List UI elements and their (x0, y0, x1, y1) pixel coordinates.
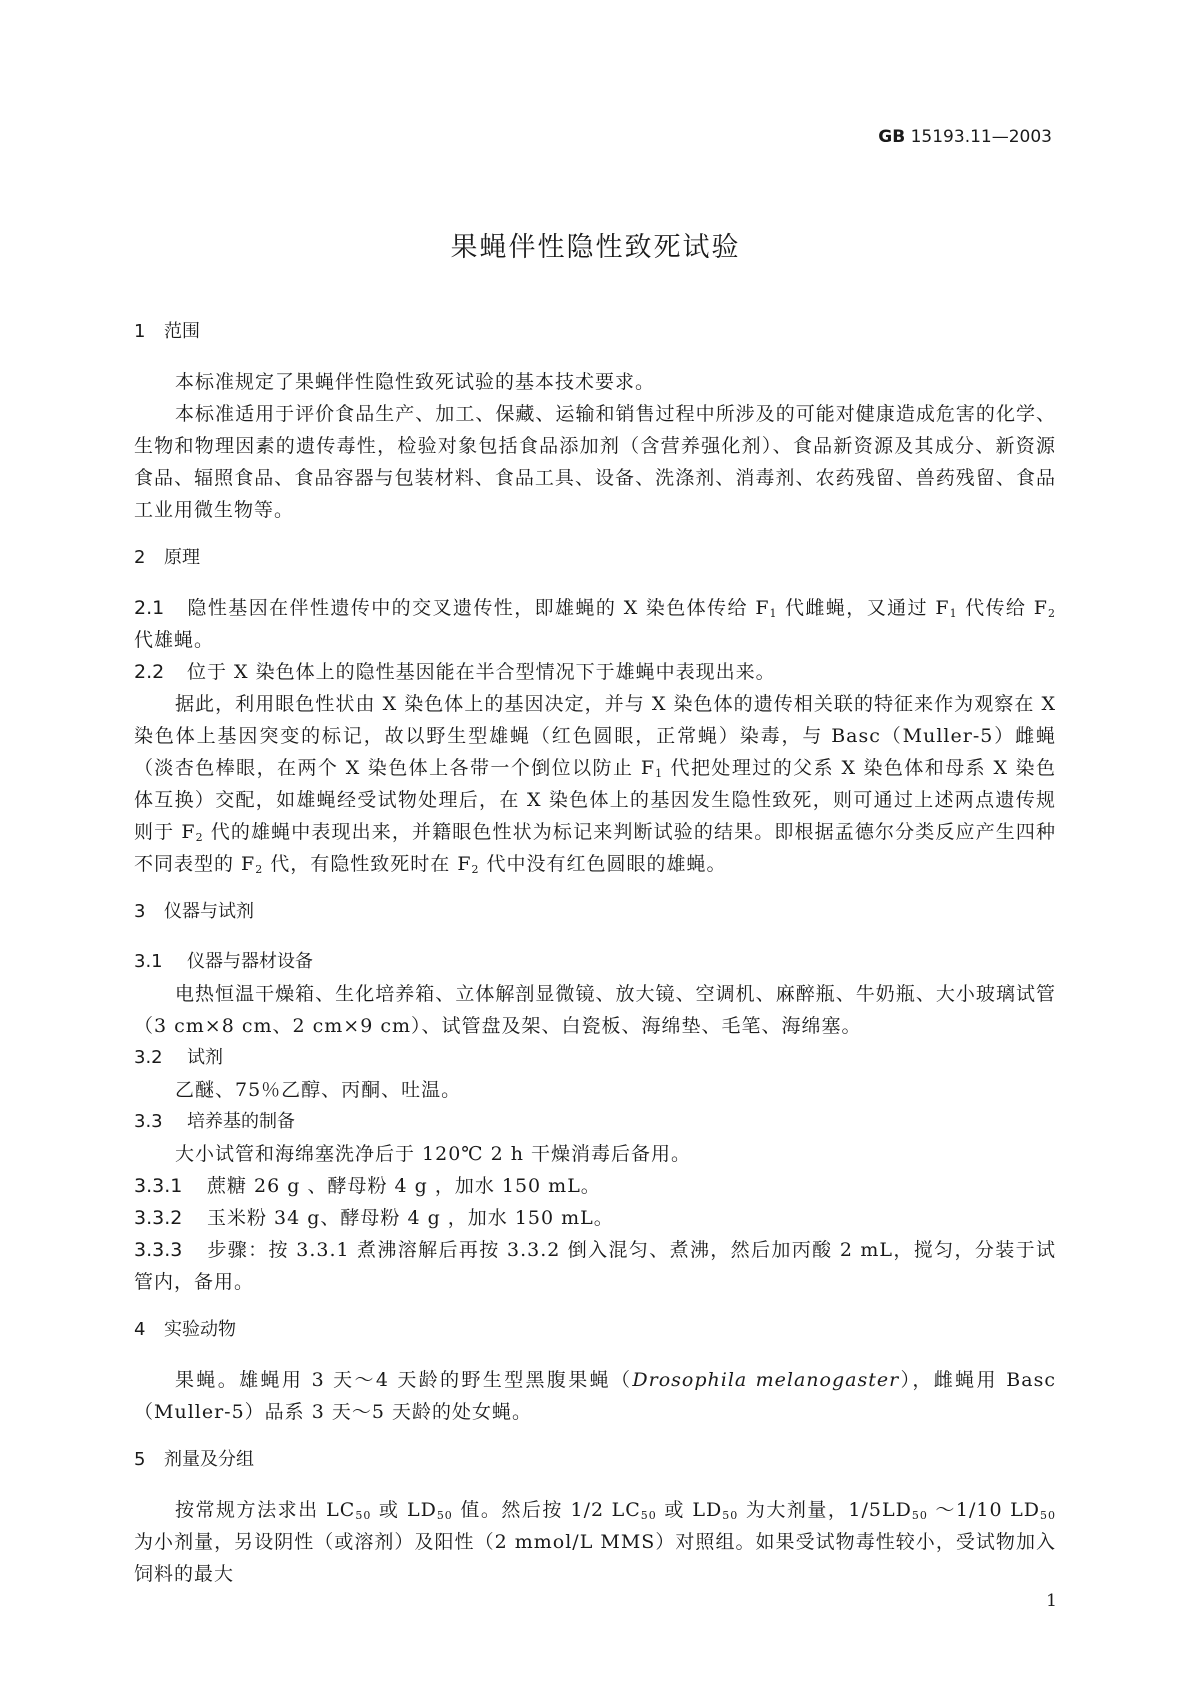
standard-code (878, 127, 1052, 147)
section-1-heading (134, 320, 1056, 344)
section-title: 仪器与试剂 (164, 901, 254, 922)
section-4-heading (134, 1318, 1056, 1342)
clause-2-1: 2.1 隐性基因在伴性遗传中的交叉遗传性，即雄蝇的 X 染色体传给 $F_1$ 代雌蝇，又通过 $F_1$ 代传给 $F_2$ 代雄蝇。 (134, 592, 1056, 656)
clause-3-3-2: 3.3.2 玉米粉 34 g、酵母粉 4 g ，加水 150 mL。 (134, 1207, 614, 1229)
section-2-paragraph: 据此，利用眼色性状由 X 染色体上的基因决定，并与 X 染色体的遗传相关联的特征来作为观察在 X 染色体上基因突变的标记，故以野生型雄蝇（红色圆眼，正常蝇）染毒，与 Basc（Muller-5）雌蝇（淡杏色棒眼，在两个 X 染色体上各带一个倒位以防止 $F_1$ 代把处理过的父系 X 染色体和母系 X 染色体互换）交配，如雄蝇经受试物处理后，在 X 染色体上的基因发生隐性致死，则可通过上述两点遗传规则于 $F_2$ 代的雄蝇中表现出来，并籍眼色性状为标记来判断试验的结果。即根据孟德尔分类反应产生四种不同表型的 $F_2$ 代，有隐性致死时在 $F_2$ 代中没有红色圆眼的雄蝇。 (134, 693, 1056, 876)
section-title: 范围 (164, 321, 200, 342)
standard-prefix: GB (878, 127, 906, 147)
clause-3-3-text: 大小试管和海绵塞洗净后于 120℃ 2 h 干燥消毒后备用。 (175, 1143, 692, 1165)
section-number: 1 (134, 321, 146, 342)
clause-2-2: 2.2 位于 X 染色体上的隐性基因能在半合型情况下于雄蝇中表现出来。 (134, 656, 1056, 688)
section-2-heading (134, 546, 1056, 570)
section-title: 实验动物 (164, 1319, 236, 1340)
section-3-heading (134, 900, 1056, 924)
page-title: 果蝇伴性隐性致死试验 (450, 232, 741, 263)
section-title: 剂量及分组 (164, 1449, 254, 1470)
clause-3-2-heading: 3.2 试剂 (134, 1047, 223, 1068)
section-5-heading (134, 1448, 1056, 1472)
section-title: 原理 (164, 547, 200, 568)
section-4-paragraph: 果蝇。雄蝇用 3 天～4 天龄的野生型黑腹果蝇（Drosophila melanogaster），雌蝇用 Basc（Muller-5）品系 3 天～5 天龄的处女蝇。 (134, 1369, 1056, 1423)
page-number: 1 (1046, 1591, 1057, 1611)
standard-number: 15193.11—2003 (910, 127, 1052, 147)
section-number: 5 (134, 1449, 146, 1470)
clause-3-1-heading: 3.1 仪器与器材设备 (134, 951, 313, 972)
clause-3-3-3: 3.3.3 步骤：按 3.3.1 煮沸溶解后再按 3.3.2 倒入混匀、煮沸，然后加丙酸 2 mL，搅匀，分装于试管内，备用。 (134, 1239, 1056, 1293)
clause-3-2-text: 乙醚、75％乙醇、丙酮、吐温。 (175, 1079, 462, 1101)
clause-3-3-1: 3.3.1 蔗糖 26 g 、酵母粉 4 g ，加水 150 mL。 (134, 1175, 601, 1197)
section-number: 2 (134, 547, 146, 568)
clause-number: 2.2 (134, 661, 165, 683)
section-1-paragraph-1: 本标准规定了果蝇伴性隐性致死试验的基本技术要求。 (175, 371, 656, 393)
clause-3-3-heading: 3.3 培养基的制备 (134, 1111, 295, 1132)
clause-3-1-text: 电热恒温干燥箱、生化培养箱、立体解剖显微镜、放大镜、空调机、麻醉瓶、牛奶瓶、大小玻璃试管（3 cm×8 cm、2 cm×9 cm）、试管盘及架、白瓷板、海绵垫、毛笔、海绵塞。 (134, 983, 1056, 1037)
section-1-paragraph-2: 本标准适用于评价食品生产、加工、保藏、运输和销售过程中所涉及的可能对健康造成危害的化学、生物和物理因素的遗传毒性，检验对象包括食品添加剂（含营养强化剂）、食品新资源及其成分、新资源食品、辐照食品、食品容器与包装材料、食品工具、设备、洗涤剂、消毒剂、农药残留、兽药残留、食品工业用微生物等。 (134, 403, 1056, 521)
species-name: Drosophila melanogaster (632, 1369, 900, 1391)
section-5-paragraph: 按常规方法求出 $LC_{50}$ 或 $LD_{50}$ 值。然后按 1/2 $LC_{50}$ 或 $LD_{50}$ 为大剂量，$1/5LD_{50}$ ～1/10 $LD_{50}$ 为小剂量，另设阴性（或溶剂）及阳性（2 mmol/L MMS）对照组。如果受试物毒性较小，受试物加入饲料的最大 (134, 1499, 1056, 1585)
document-body (134, 320, 1056, 1590)
section-number: 3 (134, 901, 146, 922)
section-number: 4 (134, 1319, 146, 1340)
clause-number: 2.1 (134, 597, 165, 619)
